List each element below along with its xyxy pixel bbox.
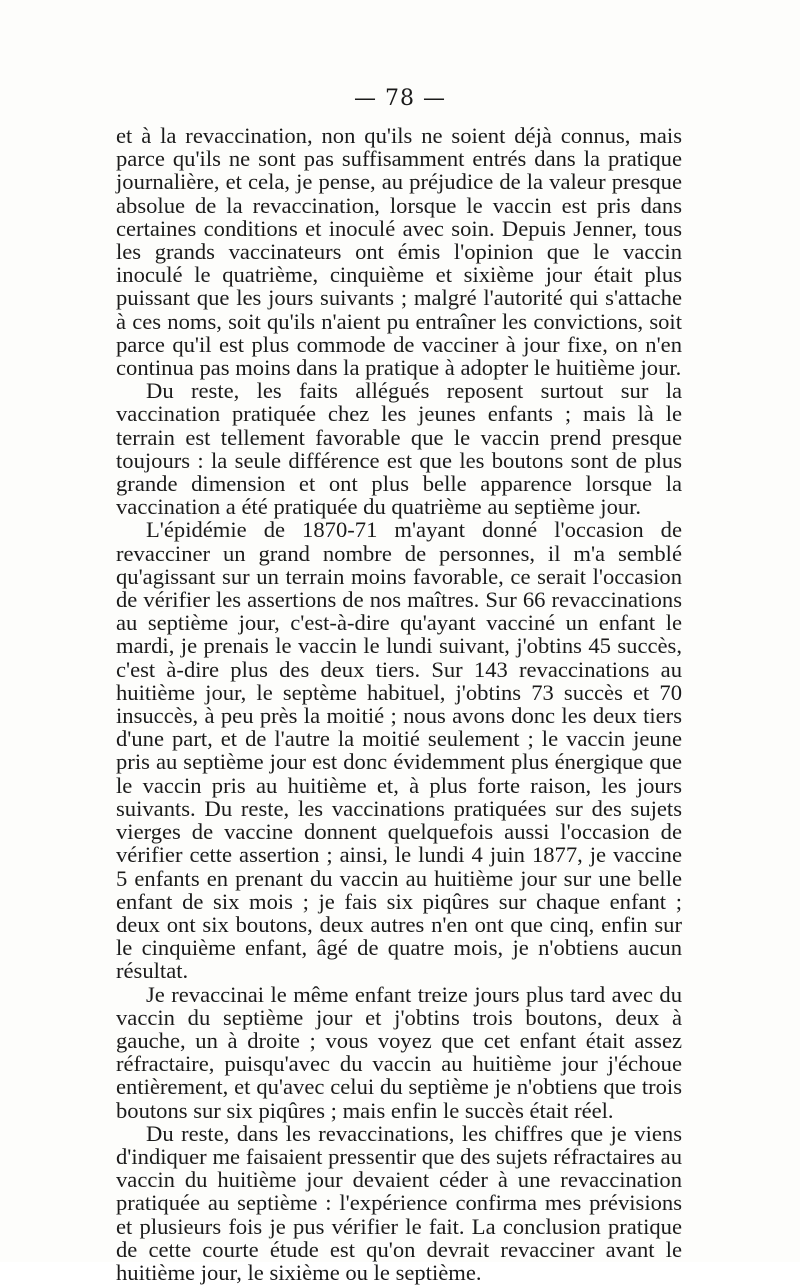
- paragraph-3: L'épidémie de 1870-71 m'ayant donné l'occasion de revacciner un grand nombre de personnes, il m'a semblé qu'agissant sur un terrain moins favorable, ce serait l'occasion de vérifier les assertions de nos maîtres. Sur 66 revaccinations au septième jour, c'est-à-dire qu'ayant vacciné un enfant le mardi, je prenais le vaccin le lundi suivant, j'obtins 45 succès, c'est à-dire plus des deux tiers. Sur 143 revaccinations au huitième jour, le septème habituel, j'obtins 73 succès et 70 insuccès, à peu près la moitié ; nous avons donc les deux tiers d'une part, et de l'autre la moitié seulement ; le vaccin jeune pris au septième jour est donc évidemment plus énergique que le vaccin pris au huitième et, à plus forte raison, les jours suivants. Du reste, les vaccinations pratiquées sur des sujets vierges de vaccine donnent quelquefois aussi l'occasion de vérifier cette assertion ; ainsi, le lundi 4 juin 1877, je vaccine 5 enfants en prenant du vaccin au huitième jour sur une belle enfant de six mois ; je fais six piqûres sur chaque enfant ; deux ont six boutons, deux autres n'en ont que cinq, enfin sur le cinquième enfant, âgé de quatre mois, je n'obtiens aucun résultat.: [116, 517, 682, 984]
- paragraph-2: Du reste, les faits allégués reposent surtout sur la vaccination pratiquée chez les jeunes enfants ; mais là le terrain est tellement favorable que le vaccin prend presque toujours : la seule différence est que les boutons sont de plus grande dimension et ont plus belle apparence lorsque la vaccination a été pratiquée du quatrième au septième jour.: [116, 378, 682, 520]
- page-number: — 78 —: [354, 86, 446, 111]
- paragraph-5: Du reste, dans les revaccinations, les chiffres que je viens d'indiquer me faisaient pressentir que des sujets réfractaires au vaccin du huitième jour devaient céder à une revaccination pratiquée au septième : l'expérience confirma mes prévisions et plusieurs fois je pus vérifier le fait. La conclusion pratique de cette courte étude est qu'on devrait revacciner avant le huitième jour, le sixième ou le septième.: [116, 1120, 682, 1285]
- body-text: [116, 124, 682, 1284]
- paragraph-4: Je revaccinai le même enfant treize jours plus tard avec du vaccin du septième jour et j'obtins trois boutons, deux à gauche, un à droite ; vous voyez que cet enfant était assez réfractaire, puisqu'avec du vaccin au huitième jour j'échoue entièrement, et qu'avec celui du septième je n'obtiens que trois boutons sur six piqûres ; mais enfin le succès était réel.: [116, 981, 682, 1123]
- paragraph-1: et à la revaccination, non qu'ils ne soient déjà connus, mais parce qu'ils ne sont pas suffisamment entrés dans la pratique journalière, et cela, je pense, au préjudice de la valeur presque absolue de la revaccination, lorsque le vaccin est pris dans certaines conditions et inoculé avec soin. Depuis Jenner, tous les grands vaccinateurs ont émis l'opinion que le vaccin inoculé le quatrième, cinquième et sixième jour était plus puissant que les jours suivants ; malgré l'autorité qui s'attache à ces noms, soit qu'ils n'aient pu entraîner les convictions, soit parce qu'il est plus commode de vacciner à jour fixe, on n'en continua pas moins dans la pratique à adopter le huitième jour.: [116, 123, 682, 381]
